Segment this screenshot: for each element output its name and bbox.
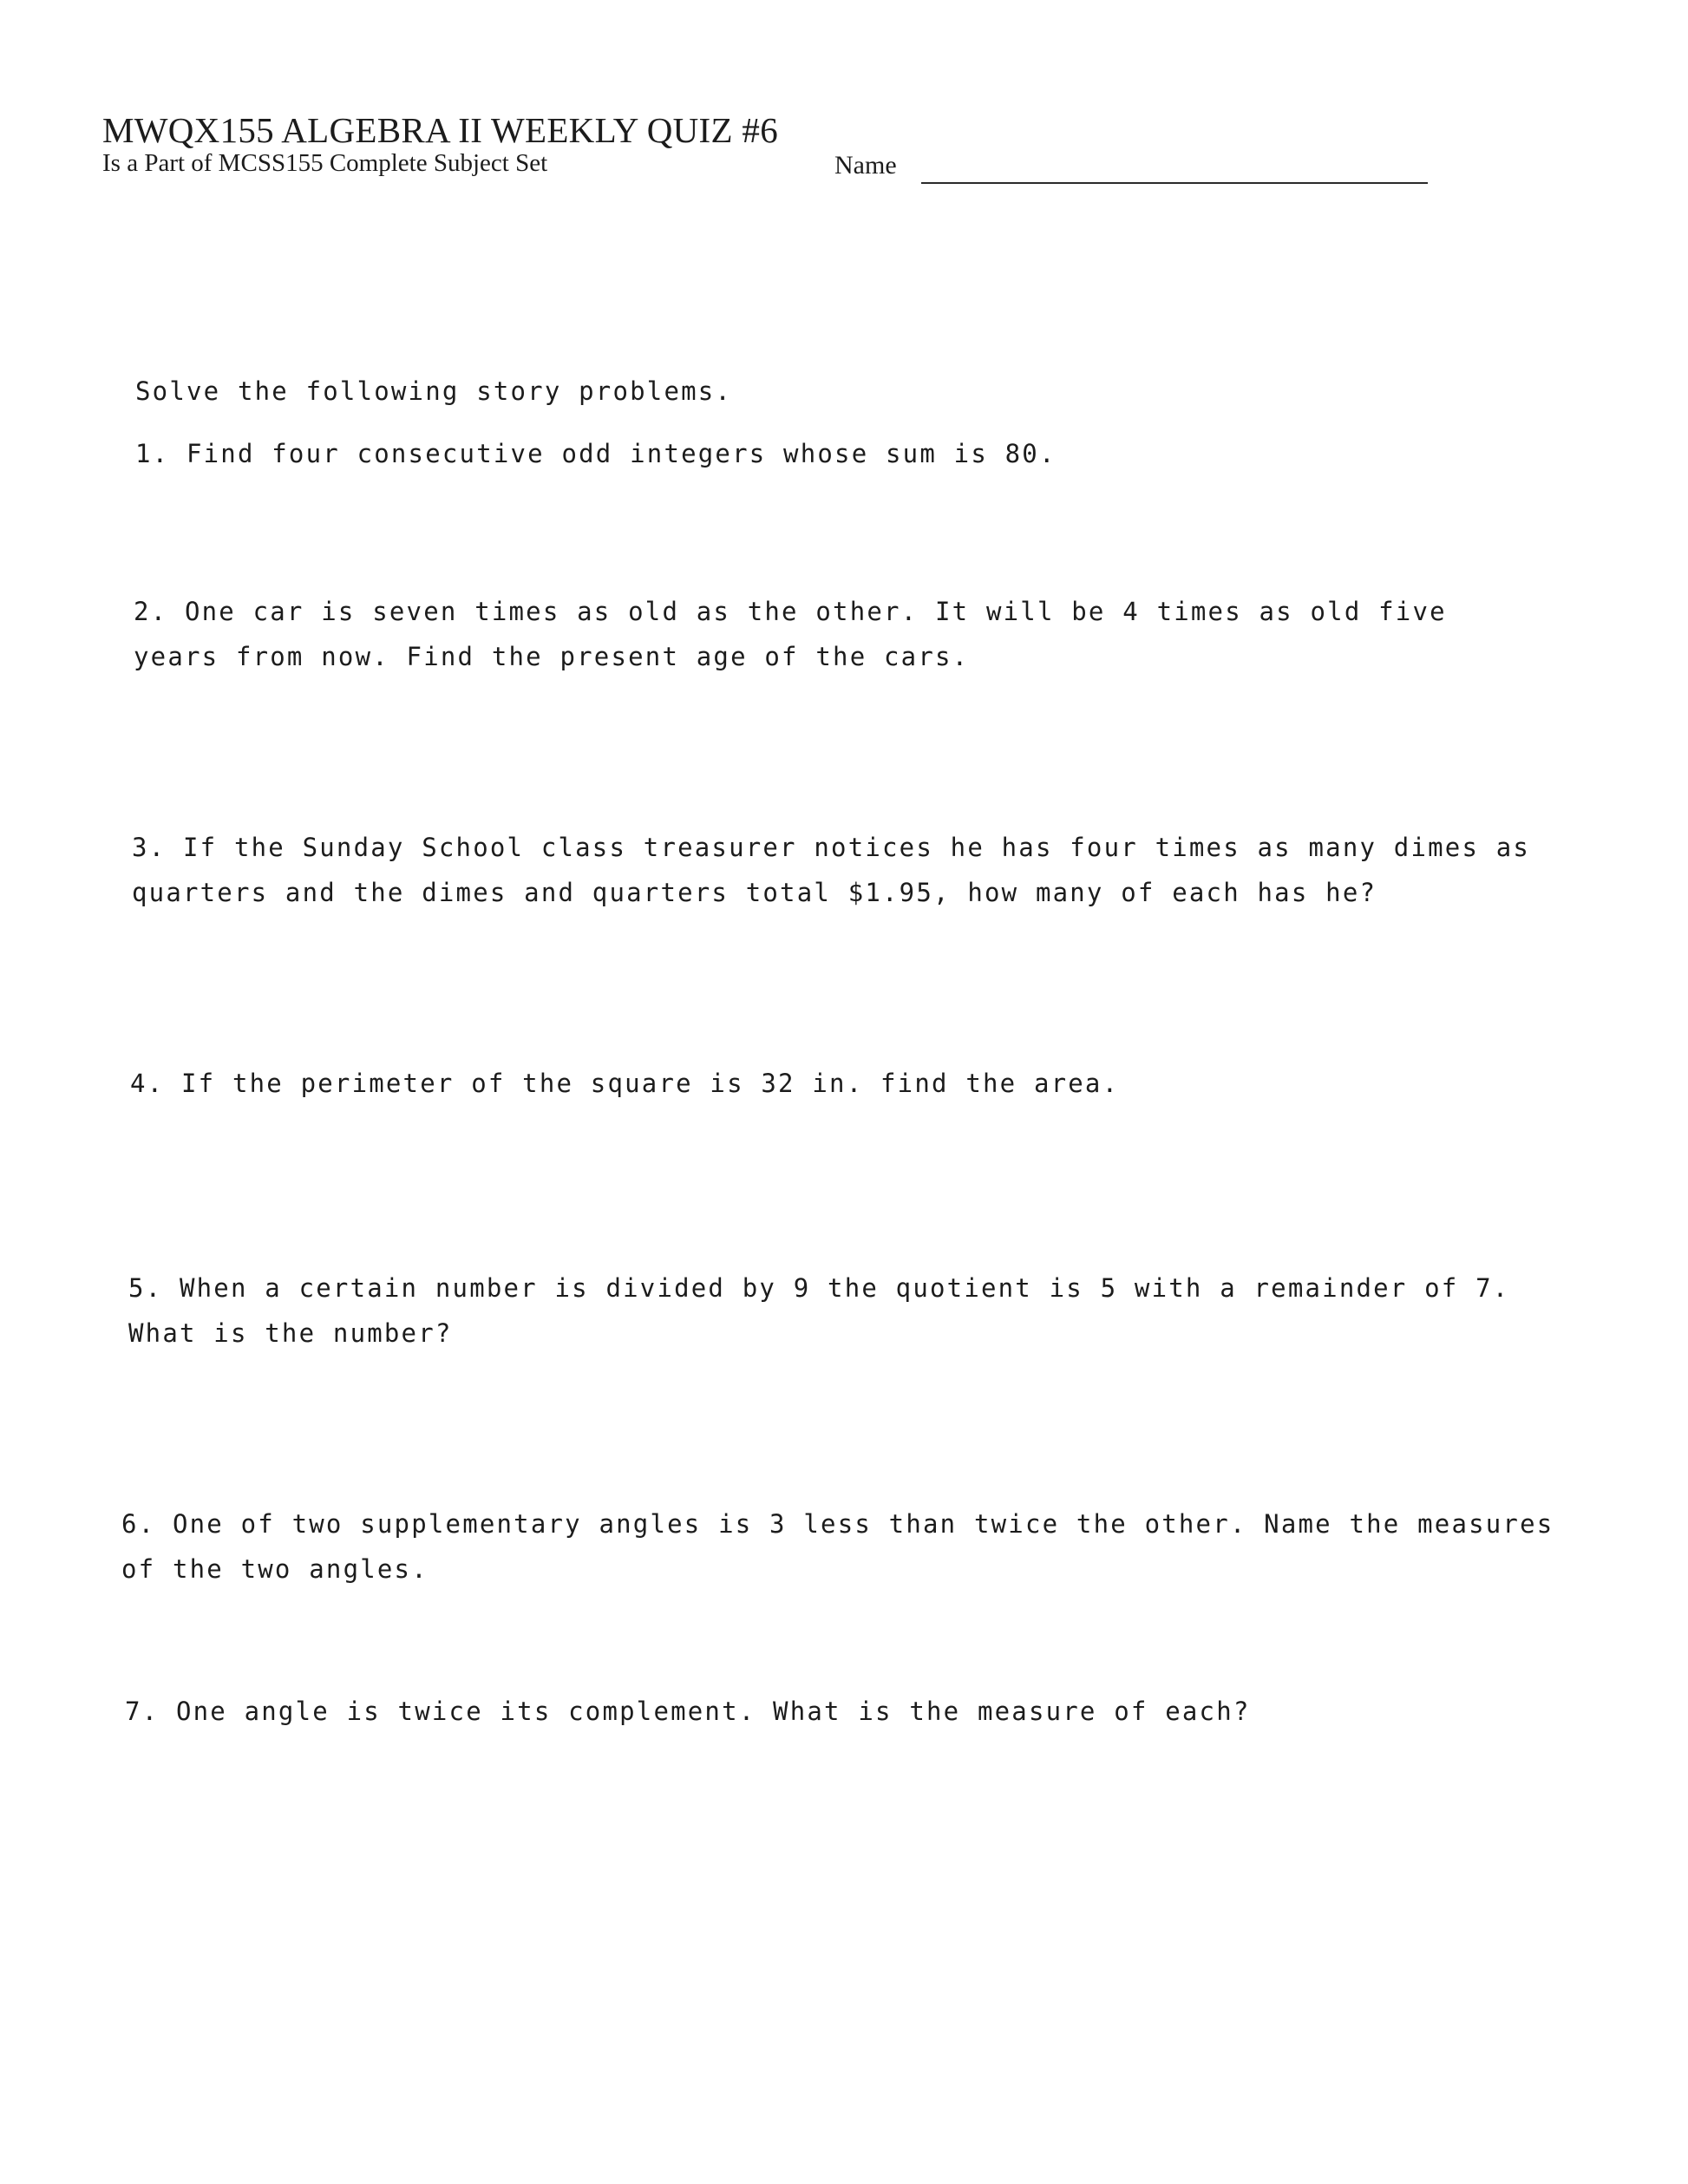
problem-3-line-1: 3. If the Sunday School class treasurer notices he has four times as many dimes as (132, 833, 1531, 862)
problem-4-line-1: 4. If the perimeter of the square is 32 in. find the area. (130, 1069, 1120, 1098)
name-label: Name (834, 151, 897, 180)
name-blank-line[interactable] (921, 182, 1428, 184)
problem-7-line-1: 7. One angle is twice its complement. What is the measure of each? (125, 1697, 1251, 1726)
instructions: Solve the following story problems. (135, 376, 733, 406)
problem-5-line-2: What is the number? (128, 1318, 453, 1348)
problem-1-line-1: 1. Find four consecutive odd integers whose sum is 80. (135, 439, 1057, 468)
quiz-title: MWQX155 ALGEBRA II WEEKLY QUIZ #6 (102, 110, 779, 150)
problem-6-line-1: 6. One of two supplementary angles is 3 less than twice the other. Name the measures (121, 1509, 1554, 1539)
problem-2-line-2: years from now. Find the present age of the cars. (134, 642, 970, 671)
problem-6-line-2: of the two angles. (121, 1554, 429, 1584)
quiz-subtitle: Is a Part of MCSS155 Complete Subject Set (102, 149, 548, 177)
problem-3-line-2: quarters and the dimes and quarters total $1.95, how many of each has he? (132, 878, 1377, 907)
problem-2-line-1: 2. One car is seven times as old as the other. It will be 4 times as old five (134, 597, 1447, 626)
problem-5-line-1: 5. When a certain number is divided by 9 the quotient is 5 with a remainder of 7. (128, 1273, 1510, 1303)
